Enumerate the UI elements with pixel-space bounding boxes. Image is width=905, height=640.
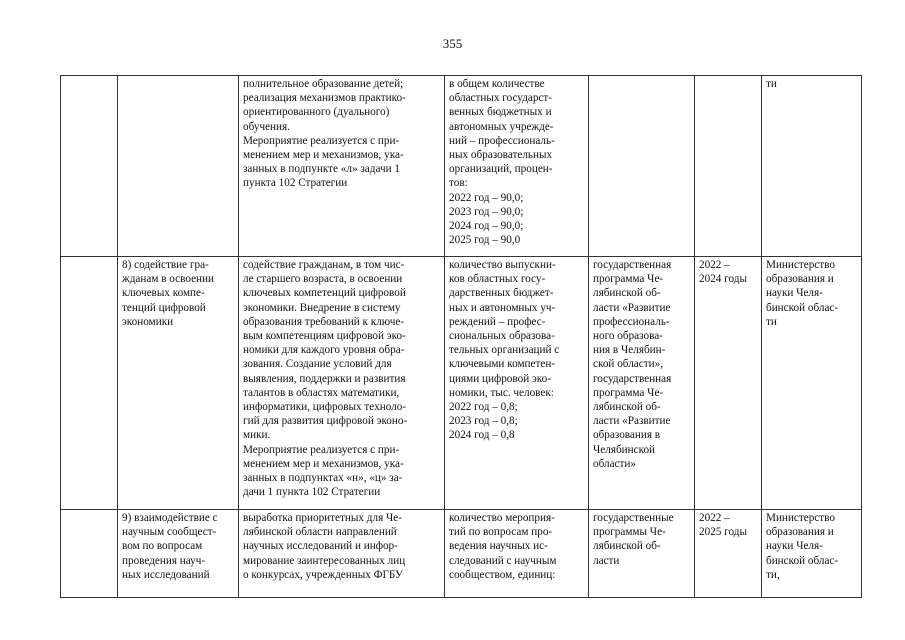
table-row xyxy=(61,76,862,257)
cell-program: государственные программы Че- лябинской об- ласти xyxy=(589,510,695,598)
cell-number xyxy=(61,76,118,257)
cell-measure: полнительное образование детей; реализация механизмов практико- ориентированного (дуального) обучения. Мероприятие реализуется с при- менением мер и механизмов, ука- занных в подпункте «л» задачи 1 пункта 102 Стратегии xyxy=(239,76,445,257)
table-row xyxy=(61,510,862,598)
cell-task xyxy=(118,76,239,257)
cell-indicator: в общем количестве областных государст- венных бюджетных и автономных учрежде- ний – профессиональ- ных образовательных организаций, процен- тов: 2022 год – 90,0; 2023 год – 90,0; 2024 год – 90,0; 2025 год – 90,0 xyxy=(445,76,589,257)
cell-responsible: ти xyxy=(762,76,862,257)
cell-period xyxy=(695,76,762,257)
cell-indicator: количество мероприя- тий по вопросам про- ведения научных ис- следований с научным сообществом, единиц: xyxy=(445,510,589,598)
cell-indicator: количество выпускни- ков областных госу- дарственных бюджет- ных и автономных уч- реждений – профес- сиональных образова- тельных организаций с ключевыми компетен- циями цифровой эко- номики, тыс. человек: 2022 год – 0,8; 2023 год – 0,8; 2024 год – 0,8 xyxy=(445,257,589,510)
cell-measure: выработка приоритетных для Че- лябинской области направлений научных исследований и инфор- мирование заинтересованных лиц о конкурсах, учрежденных ФГБУ xyxy=(239,510,445,598)
cell-responsible: Министерство образования и науки Челя- бинской облас- ти, xyxy=(762,510,862,598)
table-row xyxy=(61,257,862,510)
cell-measure: содействие гражданам, в том чис- ле старшего возраста, в освоении ключевых компетенций цифровой экономики. Внедрение в систему образования требований к ключе- вым компетенциям цифровой эко- номики для каждого уровня обра- зования. Создание условий для выявления, поддержки и развития талантов в областях математики, информатики, цифровых техноло- гий для развития цифровой эконо- мики. Мероприятие реализуется с при- менением мер и механизмов, ука- занных в подпунктах «н», «ц» за- дачи 1 пункта 102 Стратегии xyxy=(239,257,445,510)
cell-period: 2022 – 2025 годы xyxy=(695,510,762,598)
cell-responsible: Министерство образования и науки Челя- бинской облас- ти xyxy=(762,257,862,510)
cell-program: государственная программа Че- лябинской об- ласти «Развитие профессиональ- ного образова- ния в Челябин- ской области», государственная программа Че- лябинской об- ласти «Развитие образования в Челябинской области» xyxy=(589,257,695,510)
program-table xyxy=(60,75,862,598)
cell-number xyxy=(61,510,118,598)
cell-task: 8) содействие гра- жданам в освоении ключевых компе- тенций цифровой экономики xyxy=(118,257,239,510)
cell-program xyxy=(589,76,695,257)
cell-number xyxy=(61,257,118,510)
cell-task: 9) взаимодействие с научным сообщест- вом по вопросам проведения науч- ных исследований xyxy=(118,510,239,598)
page-number: 355 xyxy=(442,36,463,51)
cell-period: 2022 – 2024 годы xyxy=(695,257,762,510)
